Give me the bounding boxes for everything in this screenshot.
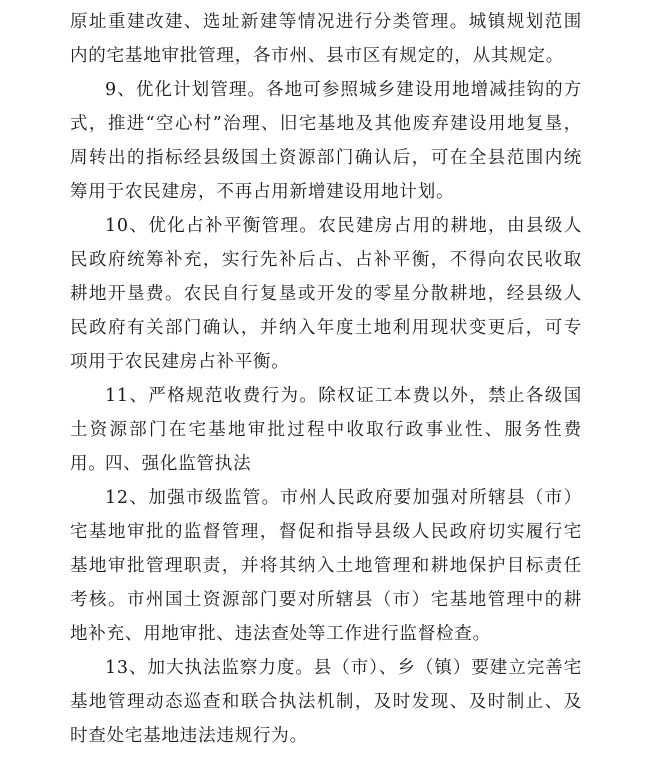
paragraph-11: 11、严格规范收费行为。除权证工本费以外，禁止各级国土资源部门在宅基地审批过程中收取行政事业性、服务性费用。: [70, 386, 582, 474]
paragraph-13: 13、加大执法监察力度。县（市）、乡（镇）要建立完善宅基地管理动态巡查和联合执法机制，及时发现、及时制止、及时查处宅基地违法违规行为。: [70, 658, 582, 746]
paragraph-continuation: 原址重建改建、选址新建等情况进行分类管理。城镇规划范围内的宅基地审批管理，各市州、县市区有规定的，从其规定。: [70, 12, 582, 66]
paragraph-12: 12、加强市级监管。市州人民政府要加强对所辖县（市）宅基地审批的监督管理，督促和指导县级人民政府切实履行宅基地审批管理职责，并将其纳入土地管理和耕地保护目标责任考核。市州国土资源部门要对所辖县（市）宅基地管理中的耕地补充、用地审批、违法查处等工作进行监督检查。: [70, 488, 582, 644]
section-heading-4: 四、强化监管执法: [105, 454, 252, 474]
paragraph-9: 9、优化计划管理。各地可参照城乡建设用地增减挂钩的方式，推进“空心村”治理、旧宅基地及其他废弃建设用地复垦，周转出的指标经县级国土资源部门确认后，可在全县范围内统筹用于农民建房，不再占用新增建设用地计划。: [70, 80, 582, 202]
paragraph-10: 10、优化占补平衡管理。农民建房占用的耕地，由县级人民政府统筹补充，实行先补后占、占补平衡，不得向农民收取耕地开垦费。农民自行复垦或开发的零星分散耕地，经县级人民政府有关部门确认，并纳入年度土地利用现状变更后，可专项用于农民建房占补平衡。: [70, 216, 582, 372]
